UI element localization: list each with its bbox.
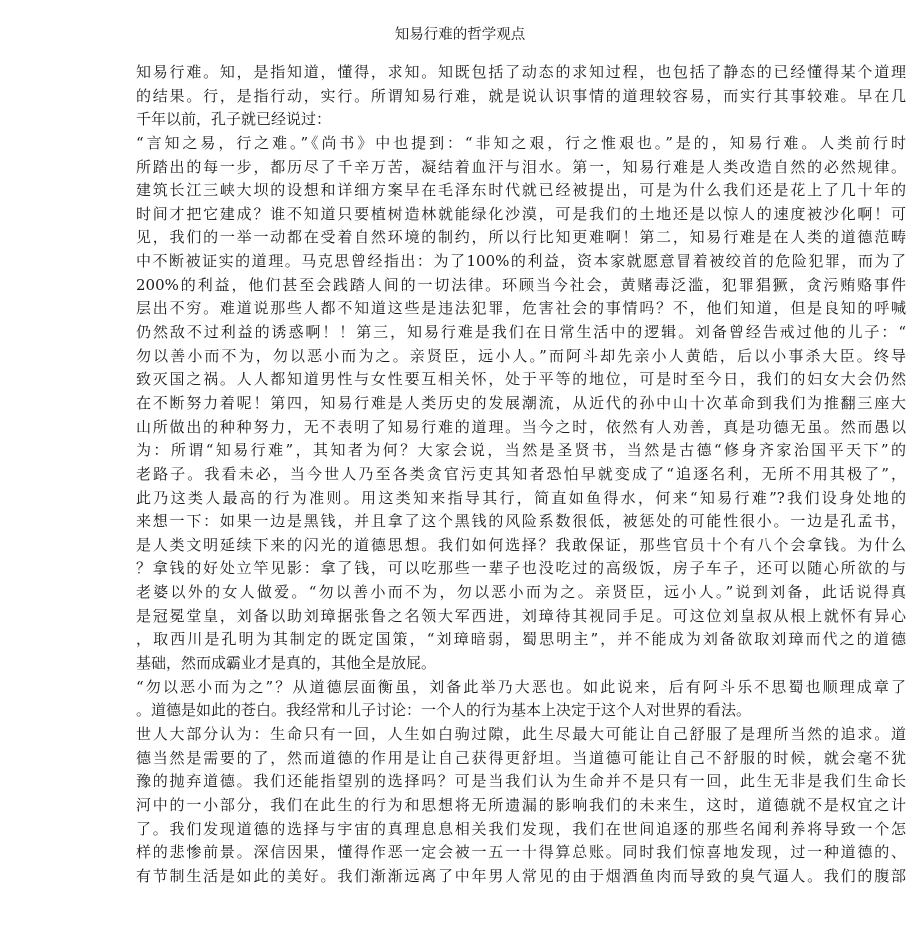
text-line: “勿以恶小而为之”？从道德层面衡虽，刘备此举乃大恶也。如此说来，后有阿斗乐不思蜀也顺理成章了	[136, 677, 906, 696]
text-line: 是冠冕堂皇，刘备以助刘璋据张鲁之名领大军西进，刘璋待其视同手足。可这位刘皇叔从根上就怀有异心	[136, 606, 906, 625]
text-line: 有节制生活是如此的美好。我们渐渐远离了中年男人常见的由于烟酒鱼肉而导致的臭气逼人。我们的腹部	[136, 866, 906, 885]
text-line: 在不断努力着呢！第四，知易行难是人类历史的发展潮流，从近代的孙中山十次革命到我们为推翻三座大	[136, 393, 906, 412]
text-line: 山所做出的种种努力，无不表明了知易行难的道理。当今之时，依然有人劝善，真是功德无虽。然而愚以	[136, 417, 906, 436]
text-line: 来想一下：如果一边是黑钱，并且拿了这个黑钱的风险系数很低，被惩处的可能性很小。一边是孔孟书，	[136, 512, 906, 531]
text-line: 世人大部分认为：生命只有一回，人生如白驹过隙，此生尽最大可能让自己舒服了是理所当然的追求。道	[136, 724, 906, 743]
document-body	[136, 61, 906, 888]
text-line: 中不断被证实的道理。马克思曾经指出：为了100%的利益，资本家就愿意冒着被绞首的危险犯罪，而为了	[136, 252, 906, 271]
paragraph	[136, 61, 906, 132]
text-line: 德当然是需要的了，然而道德的作用是让自己获得更舒坦。当道德可能让自己不舒服的时候，就会毫不犹	[136, 748, 906, 767]
text-line: 此乃这类人最高的行为准则。用这类知来指导其行，简直如鱼得水，何来“知易行难”?我们设身处地的	[136, 488, 906, 507]
text-line: 时间才把它建成？谁不知道只要植树造林就能绿化沙漠，可是我们的土地还是以惊人的速度被沙化啊！可	[136, 204, 906, 223]
text-line: 河中的一小部分，我们在此生的行为和思想将无所遗漏的影响我们的未来生，这时，道德就不是权宜之计	[136, 795, 906, 814]
text-line: 是人类文明延续下来的闪光的道德思想。我们如何选择？我敢保证，那些官员十个有八个会拿钱。为什么	[136, 535, 906, 554]
paragraph	[136, 132, 906, 676]
document-title: 知易行难的哲学观点	[394, 27, 526, 43]
text-line: 了。我们发现道德的选择与宇宙的真理息息相关我们发现，我们在世间追逐的那些名闻利养将导致一个怎	[136, 819, 906, 838]
text-line: 所踏出的每一步，都历尽了千辛万苦，凝结着血汗与泪水。第一，知易行难是人类改造自然的必然规律。	[136, 157, 906, 176]
text-line: 千年以前，孔子就已经说过：	[136, 110, 332, 129]
text-line: ？拿钱的好处立竿见影：拿了钱，可以吃那些一辈子也没吃过的高级饭，房子车子，还可以随心所欲的与	[136, 559, 906, 578]
paragraph	[136, 676, 906, 723]
text-line: 知易行难。知，是指知道，懂得，求知。知既包括了动态的求知过程，也包括了静态的已经懂得某个道理	[136, 63, 906, 81]
text-line: 豫的抛弃道德。我们还能指望别的选择吗？可是当我们认为生命并不是只有一回，此生无非是我们生命长	[136, 772, 906, 791]
text-line: 层出不穷。难道说那些人都不知道这些是违法犯罪，危害社会的事情吗？不，他们知道，但是良知的呼喊	[136, 299, 906, 318]
text-line: 的结果。行，是指行动，实行。所谓知易行难，就是说认识事情的道理较容易，而实行其事较难。早在几	[136, 86, 906, 105]
text-line: 为：所谓“知易行难”，其知者为何？大家会说，当然是圣贤书，当然是古德“修身齐家治国平天下”的	[136, 441, 906, 460]
text-line: 基础，然而成霸业才是真的，其他全是放屁。	[136, 654, 437, 673]
text-line: 勿以善小而不为，勿以恶小而为之。亲贤臣，远小人。”而阿斗却先亲小人黄皓，后以小事杀大臣。终导	[136, 346, 906, 365]
text-line: “言知之易，行之难。”《尚书》中也提到：“非知之艰，行之惟艰也。”是的，知易行难。人类前行时	[136, 133, 906, 152]
text-line: 。道德是如此的苍白。我经常和儿子讨论：一个人的行为基本上决定于这个人对世界的看法。	[136, 701, 752, 720]
text-line: 见，我们的一举一动都在受着自然环境的制约，所以行比知更难啊！第二，知易行难是在人类的道德范畴	[136, 228, 906, 247]
paragraph	[136, 723, 906, 888]
text-line: 老路子。我看未必，当今世人乃至各类贪官污吏其知者恐怕早就变成了“追逐名利，无所不用其极了”，	[136, 464, 906, 483]
text-line: 建筑长江三峡大坝的设想和详细方案早在毛泽东时代就已经被提出，可是为什么我们还是花上了几十年的	[136, 181, 906, 200]
text-line: 致灭国之祸。人人都知道男性与女性要互相关怀，处于平等的地位，可是时至今日，我们的妇女大会仍然	[136, 370, 906, 389]
text-line: 仍然敌不过利益的诱惑啊！！第三，知易行难是我们在日常生活中的逻辑。刘备曾经告戒过他的儿子：“	[136, 323, 906, 342]
text-line: ，取西川是孔明为其制定的既定国策，“刘璋暗弱，蜀思明主”，并不能成为刘备欲取刘璋而代之的道德	[136, 630, 906, 649]
text-line: 200%的利益，他们甚至会践踏人间的一切法律。环顾当今社会，黄赌毒泛滥，犯罪猖獗，贪污贿赂事件	[136, 275, 906, 294]
text-line: 老婆以外的女人做爱。“勿以善小而不为，勿以恶小而为之。亲贤臣，远小人。”说到刘备，此话说得真	[136, 583, 906, 602]
text-line: 样的悲惨前景。深信因果，懂得作恶一定会被一五一十得算总账。同时我们惊喜地发现，过一种道德的、	[136, 843, 906, 862]
